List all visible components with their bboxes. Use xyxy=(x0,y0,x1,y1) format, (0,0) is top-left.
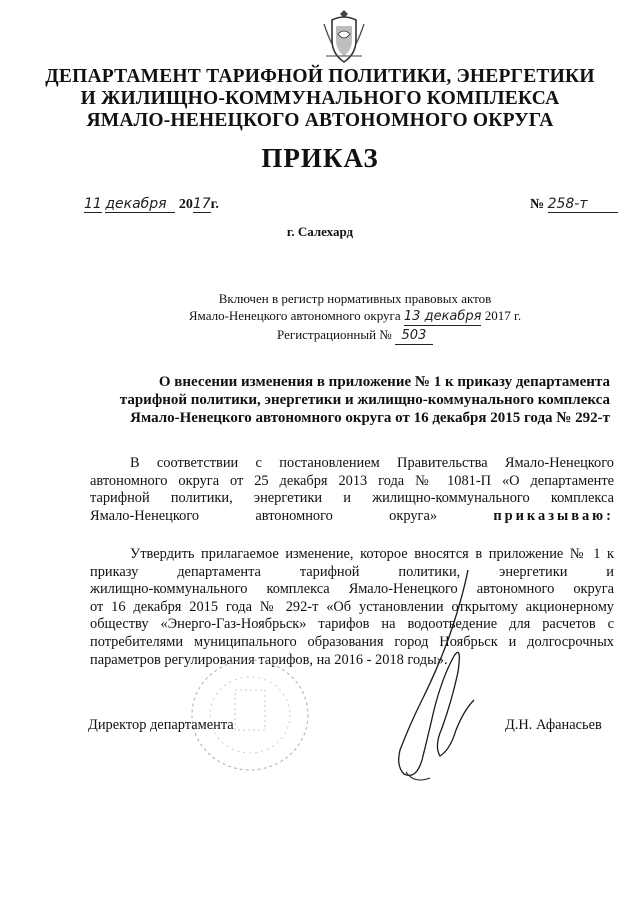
paragraph-order-line-4: от 16 декабря 2015 года № 292-т «Об установлении открытому акционерному xyxy=(90,598,614,615)
paragraph-order-line-3: жилищно-коммунального комплекса Ямало-Ненецкого автономного округа xyxy=(90,581,614,598)
paragraph-order-line-1: Утвердить прилагаемое изменение, которое вносятся в приложение № 1 к xyxy=(130,546,614,562)
registry-line-3 xyxy=(150,326,560,345)
subject-line-3: Ямало-Ненецкого автономного округа от 16 декабря 2015 года № 292-т xyxy=(130,410,610,426)
paragraph-basis-line-3: тарифной политики, энергетики и жилищно-коммунального комплекса xyxy=(90,490,614,507)
paragraph-order-line-6: потребителями муниципального образования город Ноябрьск и долгосрочных xyxy=(90,633,614,650)
registry-number-label: Регистрационный № xyxy=(277,327,392,342)
registry-line-2 xyxy=(150,307,560,326)
registry-line-1: Включен в регистр нормативных правовых актов xyxy=(218,291,492,306)
organization-line-2: И ЖИЛИЩНО-КОММУНАЛЬНОГО КОМПЛЕКСА xyxy=(80,88,560,109)
organization-line-3: ЯМАЛО-НЕНЕЦКОГО АВТОНОМНОГО ОКРУГА xyxy=(86,110,554,131)
registry-date: 13 декабря xyxy=(403,309,482,324)
date-month: декабря xyxy=(105,196,175,213)
paragraph-order-line-2: приказу департамента тарифной политики, энергетики и xyxy=(90,563,614,580)
paragraph-basis-line-2: автономного округа от 25 декабря 2013 года № 1081-П «О департаменте xyxy=(90,472,614,489)
document-subject xyxy=(90,373,610,427)
paragraph-basis-line-1: В соответствии с постановлением Правительства Ямало-Ненецкого xyxy=(130,455,614,471)
paragraph-basis-line-4 xyxy=(90,508,614,526)
coat-of-arms-icon xyxy=(318,6,370,66)
registry-number: 503 xyxy=(395,327,433,345)
subject-line-2: тарифной политики, энергетики и жилищно-коммунального комплекса xyxy=(119,392,610,408)
paragraph-order-line-5: обществу «Энерго-Газ-Ноябрьск» тарифов на водоотведение для расчетов с xyxy=(90,616,614,633)
date-day: 11 xyxy=(84,196,102,212)
document-number xyxy=(530,196,618,213)
date-year-suffix: г. xyxy=(210,197,219,212)
paragraph-basis-last: Ямало-Ненецкого автономного округа» xyxy=(90,507,438,524)
registry-year: 2017 г. xyxy=(484,308,522,323)
signer-name: Д.Н. Афанасьев xyxy=(505,717,602,733)
paragraph-order xyxy=(90,546,614,669)
number-label: № xyxy=(530,197,545,212)
order-word: приказываю: xyxy=(493,507,614,524)
registry-note xyxy=(150,290,560,345)
signer-position: Директор департамента xyxy=(88,717,234,733)
subject-line-1: О внесении изменения в приложение № 1 к приказу департамента xyxy=(158,374,610,390)
number-value: 258-т xyxy=(548,196,618,213)
organization-name xyxy=(40,66,600,132)
signature-mark xyxy=(370,560,520,790)
date-year: 17 xyxy=(192,196,211,212)
city: г. Салехард xyxy=(286,224,354,239)
document-date xyxy=(84,196,219,213)
registry-region: Ямало-Ненецкого автономного округа xyxy=(188,308,401,323)
document-title: ПРИКАЗ xyxy=(261,143,379,173)
stamp-seal xyxy=(180,650,320,780)
paragraph-order-line-7: параметров регулирования тарифов, на 2016 - 2018 годы». xyxy=(90,651,448,668)
date-year-prefix: 20 xyxy=(178,197,193,212)
organization-line-1: ДЕПАРТАМЕНТ ТАРИФНОЙ ПОЛИТИКИ, ЭНЕРГЕТИКИ xyxy=(45,66,595,87)
paragraph-basis xyxy=(90,455,614,525)
